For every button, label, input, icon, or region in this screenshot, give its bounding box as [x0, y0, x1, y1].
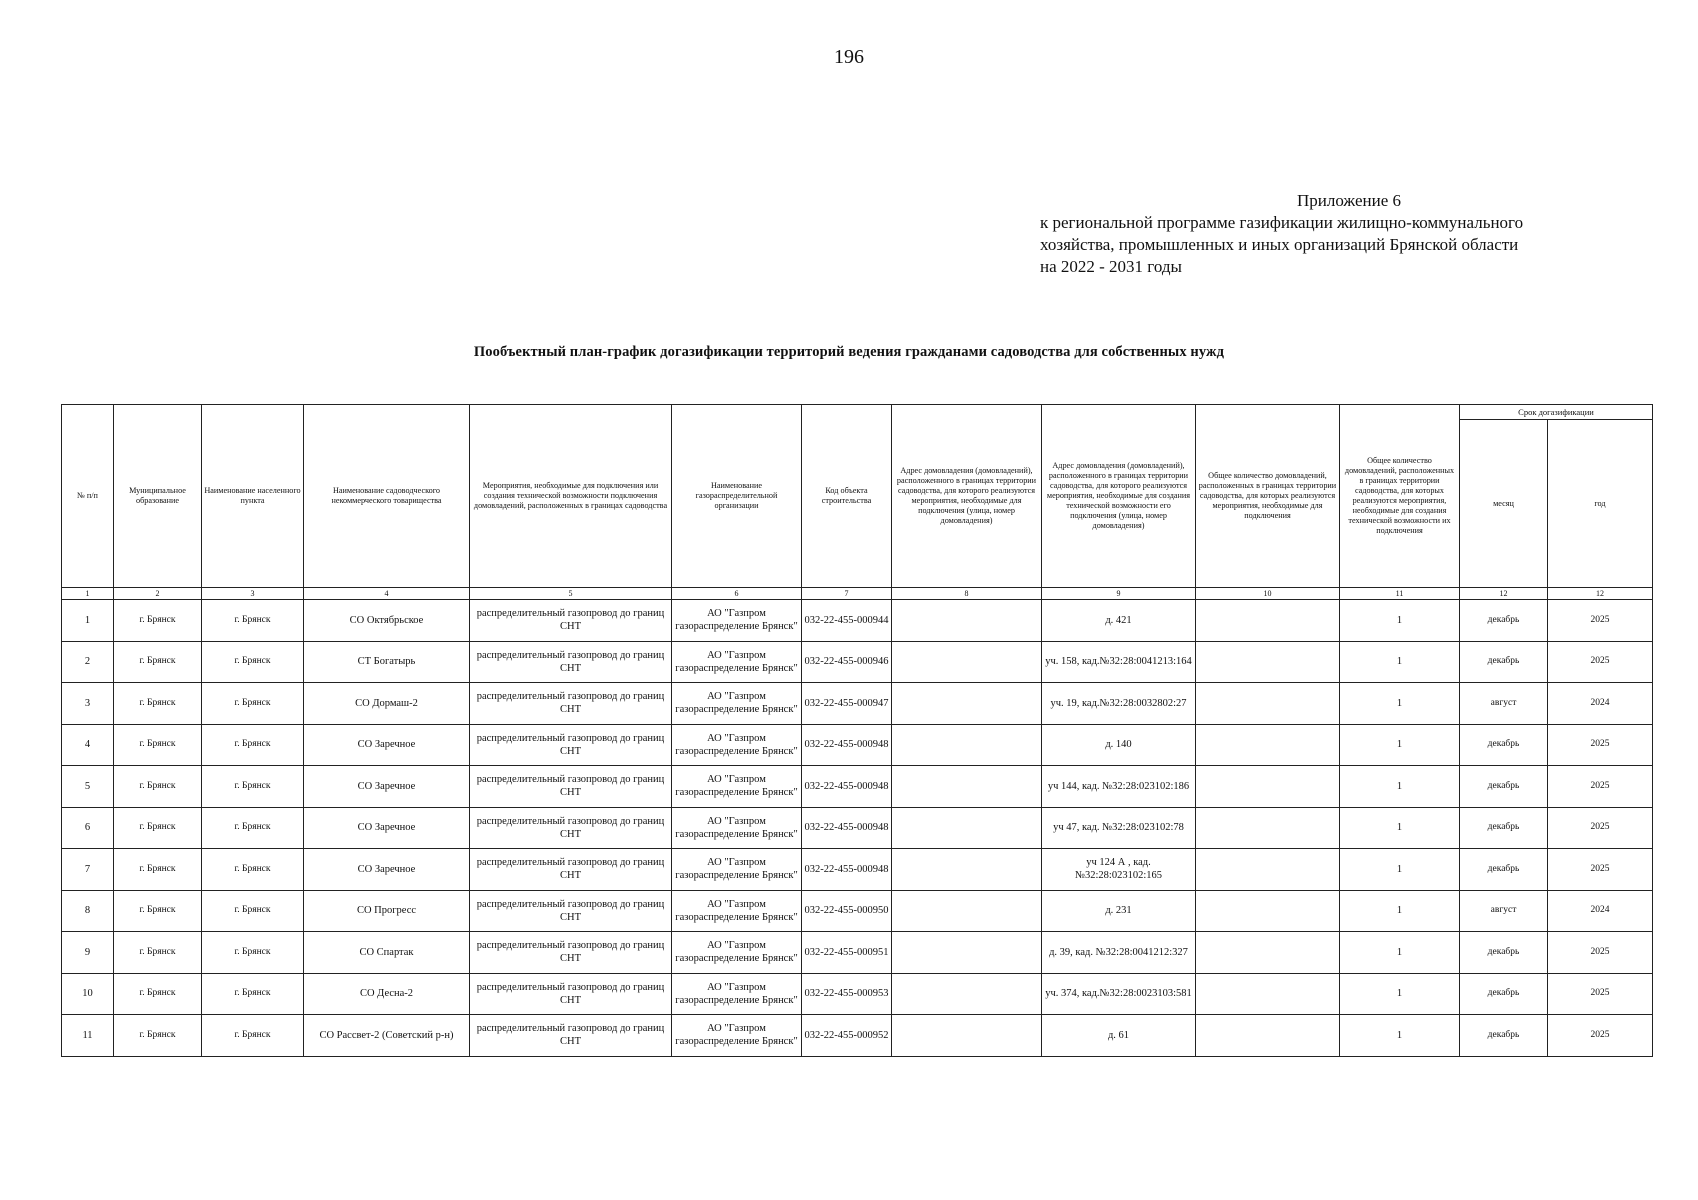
cell-address-outside: [892, 973, 1042, 1015]
cell-num: 2: [62, 641, 114, 683]
cell-gas-org: АО "Газпром газораспределение Брянск": [672, 683, 802, 725]
column-number: 12: [1548, 588, 1653, 600]
header-settlement: Наименование населенного пункта: [202, 405, 304, 588]
cell-partnership: СО Спартак: [304, 932, 470, 974]
cell-total-connect: [1196, 724, 1340, 766]
cell-total-connect: [1196, 973, 1340, 1015]
cell-partnership: СО Заречное: [304, 807, 470, 849]
cell-total-connect: [1196, 932, 1340, 974]
cell-measures: распределительный газопровод до границ СНТ: [470, 932, 672, 974]
table-row: [62, 932, 1653, 974]
cell-settlement: г. Брянск: [202, 932, 304, 974]
cell-year: 2025: [1548, 641, 1653, 683]
cell-partnership: СО Заречное: [304, 766, 470, 808]
cell-municipality: г. Брянск: [114, 973, 202, 1015]
cell-total-tech: 1: [1340, 641, 1460, 683]
cell-num: 5: [62, 766, 114, 808]
cell-object-code: 032-22-455-000946: [802, 641, 892, 683]
cell-address-outside: [892, 849, 1042, 891]
header-object-code: Код объекта строительства: [802, 405, 892, 588]
header-total-connect: Общее количество домовладений, расположенных в границах территории садоводства, для которых реализуются мероприятия, необходимые для подключения: [1196, 405, 1340, 588]
cell-month: декабрь: [1460, 973, 1548, 1015]
cell-total-tech: 1: [1340, 807, 1460, 849]
cell-total-tech: 1: [1340, 683, 1460, 725]
cell-settlement: г. Брянск: [202, 683, 304, 725]
header-year: год: [1548, 420, 1653, 588]
header-address-inside: Адрес домовладения (домовладений), расположенного в границах территории садоводства, для которого реализуются мероприятия, необходимые для создания технической возможности его подключения (улица, номер домовладения): [1042, 405, 1196, 588]
column-number: 6: [672, 588, 802, 600]
header-partnership: Наименование садоводческого некоммерческого товарищества: [304, 405, 470, 588]
cell-gas-org: АО "Газпром газораспределение Брянск": [672, 807, 802, 849]
header-month: месяц: [1460, 420, 1548, 588]
table-row: [62, 890, 1653, 932]
cell-municipality: г. Брянск: [114, 683, 202, 725]
appendix-line: хозяйства, промышленных и иных организаций Брянской области: [1040, 235, 1519, 254]
cell-total-connect: [1196, 807, 1340, 849]
table-row: [62, 724, 1653, 766]
cell-measures: распределительный газопровод до границ СНТ: [470, 766, 672, 808]
cell-address-inside: уч 144, кад. №32:28:023102:186: [1042, 766, 1196, 808]
cell-address-inside: д. 61: [1042, 1015, 1196, 1057]
cell-total-connect: [1196, 600, 1340, 642]
document-title: Пообъектный план-график догазификации территорий ведения гражданами садоводства для собственных нужд: [473, 344, 1225, 360]
column-number: 12: [1460, 588, 1548, 600]
table-row: [62, 641, 1653, 683]
cell-municipality: г. Брянск: [114, 641, 202, 683]
cell-month: декабрь: [1460, 724, 1548, 766]
cell-year: 2025: [1548, 932, 1653, 974]
cell-num: 7: [62, 849, 114, 891]
cell-object-code: 032-22-455-000948: [802, 724, 892, 766]
table-row: [62, 600, 1653, 642]
table-row: [62, 766, 1653, 808]
cell-gas-org: АО "Газпром газораспределение Брянск": [672, 600, 802, 642]
cell-object-code: 032-22-455-000953: [802, 973, 892, 1015]
cell-measures: распределительный газопровод до границ СНТ: [470, 641, 672, 683]
cell-partnership: СО Заречное: [304, 849, 470, 891]
header-gas-org: Наименование газораспределительной организации: [672, 405, 802, 588]
cell-address-outside: [892, 766, 1042, 808]
cell-total-tech: 1: [1340, 724, 1460, 766]
cell-year: 2025: [1548, 807, 1653, 849]
cell-month: декабрь: [1460, 1015, 1548, 1057]
cell-address-inside: уч 47, кад. №32:28:023102:78: [1042, 807, 1196, 849]
table-body: [62, 600, 1653, 1057]
cell-num: 4: [62, 724, 114, 766]
cell-municipality: г. Брянск: [114, 890, 202, 932]
cell-total-connect: [1196, 641, 1340, 683]
cell-num: 9: [62, 932, 114, 974]
cell-total-tech: 1: [1340, 849, 1460, 891]
cell-address-outside: [892, 724, 1042, 766]
cell-partnership: СО Заречное: [304, 724, 470, 766]
cell-address-outside: [892, 807, 1042, 849]
cell-measures: распределительный газопровод до границ СНТ: [470, 724, 672, 766]
page-number: 196: [834, 46, 864, 68]
cell-municipality: г. Брянск: [114, 849, 202, 891]
cell-num: 8: [62, 890, 114, 932]
cell-year: 2025: [1548, 1015, 1653, 1057]
cell-partnership: СТ Богатырь: [304, 641, 470, 683]
cell-measures: распределительный газопровод до границ СНТ: [470, 683, 672, 725]
cell-partnership: СО Дормаш-2: [304, 683, 470, 725]
table-row: [62, 683, 1653, 725]
cell-month: декабрь: [1460, 600, 1548, 642]
cell-address-outside: [892, 683, 1042, 725]
column-number: 11: [1340, 588, 1460, 600]
cell-municipality: г. Брянск: [114, 600, 202, 642]
header-num: № п/п: [62, 405, 114, 588]
cell-total-connect: [1196, 849, 1340, 891]
cell-measures: распределительный газопровод до границ СНТ: [470, 1015, 672, 1057]
cell-year: 2025: [1548, 849, 1653, 891]
column-number: 5: [470, 588, 672, 600]
cell-object-code: 032-22-455-000947: [802, 683, 892, 725]
cell-year: 2025: [1548, 600, 1653, 642]
column-numbers-row: [62, 588, 1653, 600]
appendix-title: Приложение 6: [1297, 191, 1401, 210]
table-row: [62, 849, 1653, 891]
cell-measures: распределительный газопровод до границ СНТ: [470, 600, 672, 642]
column-number: 7: [802, 588, 892, 600]
cell-municipality: г. Брянск: [114, 932, 202, 974]
cell-total-tech: 1: [1340, 600, 1460, 642]
cell-total-tech: 1: [1340, 890, 1460, 932]
appendix-line: на 2022 - 2031 годы: [1040, 257, 1182, 276]
cell-address-inside: д. 140: [1042, 724, 1196, 766]
cell-gas-org: АО "Газпром газораспределение Брянск": [672, 1015, 802, 1057]
cell-month: декабрь: [1460, 641, 1548, 683]
cell-partnership: СО Прогресс: [304, 890, 470, 932]
cell-total-tech: 1: [1340, 973, 1460, 1015]
cell-num: 6: [62, 807, 114, 849]
cell-address-outside: [892, 890, 1042, 932]
table-row: [62, 973, 1653, 1015]
cell-address-outside: [892, 641, 1042, 683]
cell-settlement: г. Брянск: [202, 890, 304, 932]
cell-year: 2024: [1548, 890, 1653, 932]
cell-year: 2025: [1548, 724, 1653, 766]
cell-gas-org: АО "Газпром газораспределение Брянск": [672, 973, 802, 1015]
cell-measures: распределительный газопровод до границ СНТ: [470, 807, 672, 849]
cell-gas-org: АО "Газпром газораспределение Брянск": [672, 849, 802, 891]
table-row: [62, 1015, 1653, 1057]
column-number: 10: [1196, 588, 1340, 600]
cell-settlement: г. Брянск: [202, 600, 304, 642]
cell-settlement: г. Брянск: [202, 766, 304, 808]
cell-total-tech: 1: [1340, 766, 1460, 808]
cell-settlement: г. Брянск: [202, 807, 304, 849]
cell-settlement: г. Брянск: [202, 724, 304, 766]
cell-municipality: г. Брянск: [114, 724, 202, 766]
cell-object-code: 032-22-455-000948: [802, 807, 892, 849]
cell-month: декабрь: [1460, 849, 1548, 891]
cell-measures: распределительный газопровод до границ СНТ: [470, 849, 672, 891]
cell-total-connect: [1196, 890, 1340, 932]
table-row: [62, 807, 1653, 849]
cell-address-outside: [892, 932, 1042, 974]
cell-total-connect: [1196, 766, 1340, 808]
cell-settlement: г. Брянск: [202, 641, 304, 683]
cell-address-inside: уч 124 А , кад. №32:28:023102:165: [1042, 849, 1196, 891]
cell-year: 2025: [1548, 766, 1653, 808]
column-number: 9: [1042, 588, 1196, 600]
cell-num: 11: [62, 1015, 114, 1057]
cell-num: 10: [62, 973, 114, 1015]
cell-gas-org: АО "Газпром газораспределение Брянск": [672, 724, 802, 766]
cell-month: декабрь: [1460, 932, 1548, 974]
cell-total-connect: [1196, 1015, 1340, 1057]
column-number: 8: [892, 588, 1042, 600]
cell-address-inside: д. 421: [1042, 600, 1196, 642]
cell-total-connect: [1196, 683, 1340, 725]
cell-month: декабрь: [1460, 766, 1548, 808]
cell-year: 2024: [1548, 683, 1653, 725]
column-number: 1: [62, 588, 114, 600]
cell-year: 2025: [1548, 973, 1653, 1015]
appendix-block: [1040, 190, 1600, 278]
cell-object-code: 032-22-455-000950: [802, 890, 892, 932]
cell-address-outside: [892, 1015, 1042, 1057]
cell-gas-org: АО "Газпром газораспределение Брянск": [672, 766, 802, 808]
header-deadline: Срок догазификации: [1460, 405, 1653, 420]
cell-address-inside: уч. 374, кад.№32:28:0023103:581: [1042, 973, 1196, 1015]
cell-gas-org: АО "Газпром газораспределение Брянск": [672, 932, 802, 974]
cell-gas-org: АО "Газпром газораспределение Брянск": [672, 641, 802, 683]
cell-partnership: СО Рассвет-2 (Советский р-н): [304, 1015, 470, 1057]
column-number: 3: [202, 588, 304, 600]
cell-address-inside: уч. 158, кад.№32:28:0041213:164: [1042, 641, 1196, 683]
cell-gas-org: АО "Газпром газораспределение Брянск": [672, 890, 802, 932]
cell-partnership: СО Октябрьское: [304, 600, 470, 642]
cell-partnership: СО Десна-2: [304, 973, 470, 1015]
cell-month: август: [1460, 890, 1548, 932]
cell-address-inside: д. 231: [1042, 890, 1196, 932]
appendix-line: к региональной программе газификации жилищно-коммунального: [1040, 213, 1524, 232]
cell-total-tech: 1: [1340, 1015, 1460, 1057]
cell-municipality: г. Брянск: [114, 1015, 202, 1057]
cell-address-outside: [892, 600, 1042, 642]
header-municipality: Муниципальное образование: [114, 405, 202, 588]
cell-month: декабрь: [1460, 807, 1548, 849]
cell-object-code: 032-22-455-000951: [802, 932, 892, 974]
cell-object-code: 032-22-455-000948: [802, 849, 892, 891]
cell-month: август: [1460, 683, 1548, 725]
cell-num: 3: [62, 683, 114, 725]
cell-object-code: 032-22-455-000944: [802, 600, 892, 642]
header-measures: Мероприятия, необходимые для подключения или создания технической возможности подключения домовладений, расположенных в границах садоводства: [470, 405, 672, 588]
cell-municipality: г. Брянск: [114, 766, 202, 808]
column-number: 4: [304, 588, 470, 600]
header-total-tech: Общее количество домовладений, расположенных в границах территории садоводства, для которых реализуются мероприятия, необходимые для создания технической возможности их подключения: [1340, 405, 1460, 588]
cell-settlement: г. Брянск: [202, 849, 304, 891]
cell-address-inside: д. 39, кад. №32:28:0041212:327: [1042, 932, 1196, 974]
cell-num: 1: [62, 600, 114, 642]
cell-total-tech: 1: [1340, 932, 1460, 974]
cell-settlement: г. Брянск: [202, 1015, 304, 1057]
cell-object-code: 032-22-455-000952: [802, 1015, 892, 1057]
gasification-schedule-table: [61, 404, 1653, 1057]
cell-settlement: г. Брянск: [202, 973, 304, 1015]
cell-measures: распределительный газопровод до границ СНТ: [470, 890, 672, 932]
cell-municipality: г. Брянск: [114, 807, 202, 849]
header-address-outside: Адрес домовладения (домовладений), расположенного в границах территории садоводства, для которого реализуются мероприятия, необходимые для подключения (улица, номер домовладения): [892, 405, 1042, 588]
cell-object-code: 032-22-455-000948: [802, 766, 892, 808]
cell-measures: распределительный газопровод до границ СНТ: [470, 973, 672, 1015]
column-number: 2: [114, 588, 202, 600]
cell-address-inside: уч. 19, кад.№32:28:0032802:27: [1042, 683, 1196, 725]
table-header: [62, 405, 1653, 600]
